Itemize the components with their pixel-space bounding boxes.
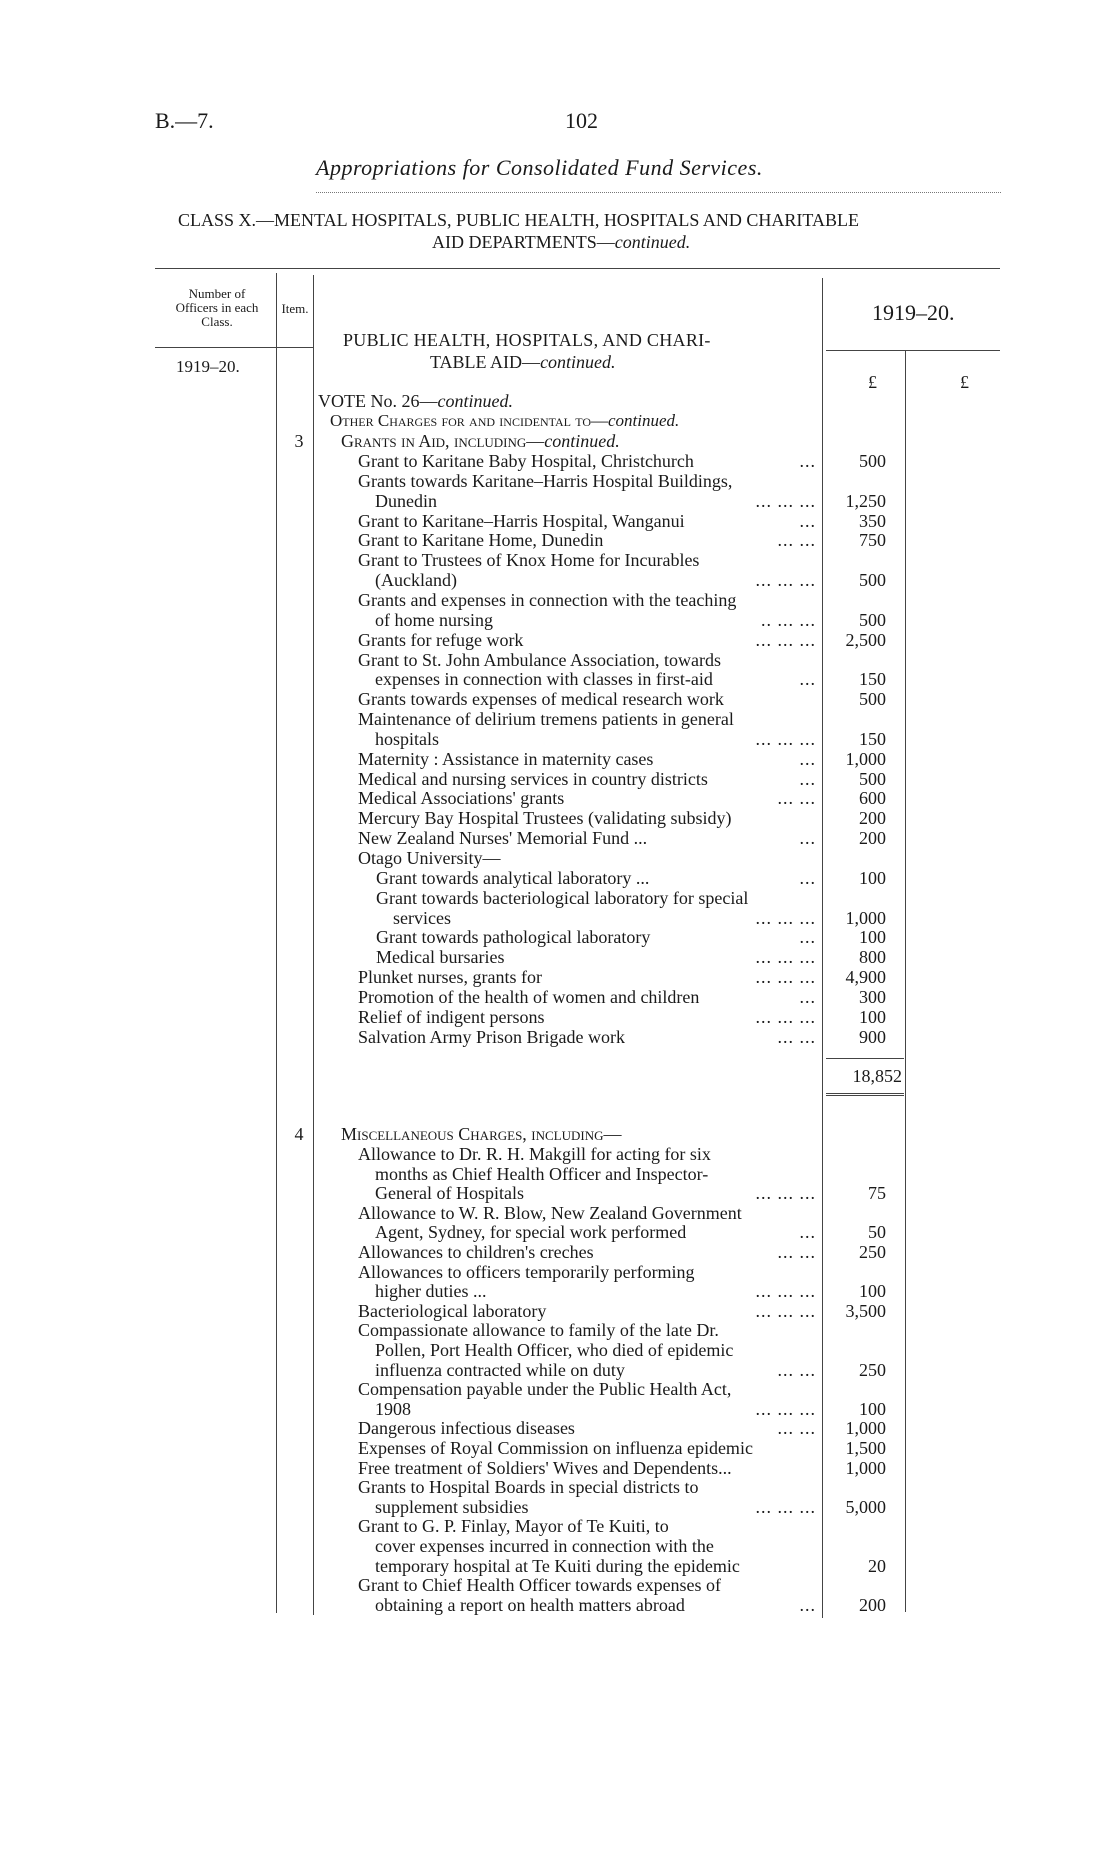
- grant-entry-leader-dots: ... ... ...: [755, 629, 816, 650]
- grant-entry-amount: 150: [859, 669, 886, 690]
- misc-entry-line: [0, 1320, 1114, 1340]
- item-column-header: Item.: [281, 301, 309, 316]
- grant-entry-leader-dots: ...: [799, 828, 816, 849]
- other-charges-heading: [330, 411, 679, 431]
- grant-entry-amount: 500: [859, 768, 886, 789]
- grant-entry-line: [0, 729, 1114, 749]
- misc-entry-line: [0, 1144, 1114, 1164]
- grant-entry-amount: 800: [859, 947, 886, 968]
- grant-entry-line: [0, 927, 1114, 947]
- misc-entry-line: [0, 1536, 1114, 1556]
- section-heading-line2: [430, 352, 616, 373]
- misc-heading-row: [0, 1124, 1114, 1144]
- grant-entry-amount: 350: [859, 510, 886, 531]
- misc-entry-line: [0, 1399, 1114, 1419]
- grant-entry-text: Salvation Army Prison Brigade work: [358, 1026, 625, 1047]
- misc-entry-line: [0, 1418, 1114, 1438]
- section-heading-line2-main: TABLE AID—: [430, 352, 541, 372]
- grant-entry-text: Medical and nursing services in country districts: [358, 768, 708, 789]
- misc-entry-leader-dots: ... ... ...: [755, 1398, 816, 1419]
- grant-entry-text: Medical bursaries: [376, 947, 505, 968]
- grant-entry-text: Grant to Karitane Baby Hospital, Christchurch: [358, 451, 694, 471]
- item-number: 4: [294, 1124, 304, 1144]
- grant-entry-amount: 500: [859, 689, 886, 710]
- grant-entry-text: of home nursing: [375, 609, 493, 630]
- misc-entry-amount: 100: [859, 1398, 886, 1419]
- misc-entry-line: [0, 1497, 1114, 1517]
- grant-entry-amount: 150: [859, 728, 886, 749]
- amount-year: 1919–20.: [872, 300, 955, 325]
- grant-entry-line: [0, 749, 1114, 769]
- grant-entry-line: [0, 669, 1114, 689]
- misc-entry-line: [0, 1438, 1114, 1458]
- grant-entry-line: [0, 590, 1114, 610]
- grant-entry-leader-dots: ...: [799, 510, 816, 531]
- page-number: 102: [565, 108, 598, 133]
- misc-entry-text: Allowance to Dr. R. H. Makgill for acting for six: [358, 1144, 711, 1164]
- misc-entry-text: Allowances to children's creches: [358, 1242, 594, 1262]
- misc-entry-amount: 20: [868, 1555, 886, 1576]
- grants-total-rule-bottom: [826, 1093, 904, 1096]
- grant-entry-line: [0, 550, 1114, 570]
- misc-entry-line: [0, 1183, 1114, 1203]
- officers-header-line: Number of: [188, 286, 246, 301]
- grant-entry-amount: 500: [859, 451, 886, 471]
- grant-entry-line: [0, 888, 1114, 908]
- misc-entry-text: Compensation payable under the Public Health Act,: [358, 1379, 732, 1400]
- misc-entry-text: Grant to G. P. Finlay, Mayor of Te Kuiti, to: [358, 1516, 669, 1537]
- grant-entry-line: [0, 570, 1114, 590]
- misc-entry-text: Grant to Chief Health Officer towards expenses of: [358, 1575, 722, 1596]
- grant-entry-line: [0, 788, 1114, 808]
- grant-entry-amount: 100: [859, 1006, 886, 1027]
- grant-entry-text: Grants towards Karitane–Harris Hospital Buildings,: [358, 470, 733, 491]
- grant-entry-leader-dots: ...: [799, 748, 816, 769]
- grant-entry-amount: 1,250: [845, 490, 886, 511]
- grant-entry-text: Medical Associations' grants: [358, 788, 565, 809]
- grant-entry-leader-dots: ... ... ...: [755, 1006, 816, 1027]
- grant-entry-text: Maternity : Assistance in maternity cases: [358, 748, 654, 769]
- misc-entry-amount: 250: [859, 1242, 886, 1262]
- grant-entry-line: [0, 511, 1114, 531]
- grant-entry-amount: 600: [859, 788, 886, 809]
- page-title: Appropriations for Consolidated Fund Services.: [316, 155, 763, 180]
- grant-entry-amount: 4,900: [845, 967, 886, 988]
- grant-entry-leader-dots: ... ...: [777, 788, 816, 809]
- misc-entry-line: [0, 1301, 1114, 1321]
- misc-entry-line: [0, 1379, 1114, 1399]
- currency-symbol-1: £: [868, 372, 877, 392]
- misc-entry-amount: 3,500: [845, 1300, 886, 1321]
- misc-entry-amount: 1,500: [845, 1438, 886, 1458]
- grant-entry-amount: 500: [859, 570, 886, 591]
- misc-entry-amount: 50: [868, 1222, 886, 1243]
- grant-entry-leader-dots: ... ... ...: [755, 570, 816, 591]
- misc-entry-line: [0, 1340, 1114, 1360]
- vote-heading-main: VOTE No. 26—: [318, 391, 438, 411]
- misc-entry-text: obtaining a report on health matters abroad: [375, 1594, 685, 1615]
- grant-entry-line: [0, 630, 1114, 650]
- amount-header-rule: [826, 350, 1000, 351]
- title-rule: [316, 192, 1001, 193]
- misc-entry-amount: 1,000: [845, 1457, 886, 1478]
- grant-entry-text: Maintenance of delirium tremens patients in general: [358, 709, 734, 730]
- grant-entry-text: services: [393, 907, 451, 928]
- other-charges-italic: continued.: [608, 411, 680, 430]
- misc-entry-text: influenza contracted while on duty: [375, 1359, 625, 1380]
- class-heading-line2: [432, 232, 690, 253]
- misc-entry-leader-dots: ... ...: [777, 1418, 816, 1439]
- grant-entry-line: [0, 610, 1114, 630]
- misc-entry-amount: 250: [859, 1359, 886, 1380]
- table-top-rule: [155, 268, 1000, 269]
- grant-entry-leader-dots: ... ... ...: [755, 728, 816, 749]
- grant-entry-line: [0, 709, 1114, 729]
- grant-entry-text: New Zealand Nurses' Memorial Fund ...: [358, 828, 648, 849]
- grant-entry-line: [0, 471, 1114, 491]
- misc-entry-text: supplement subsidies: [375, 1496, 529, 1517]
- misc-entry-text: temporary hospital at Te Kuiti during the epidemic: [375, 1555, 740, 1576]
- grant-entry-leader-dots: ... ... ...: [755, 907, 816, 928]
- misc-entry-line: [0, 1242, 1114, 1262]
- misc-entry-text: cover expenses incurred in connection with the: [375, 1536, 714, 1556]
- grant-entry-text: Promotion of the health of women and children: [358, 986, 700, 1007]
- misc-entry-text: Pollen, Port Health Officer, who died of epidemic: [375, 1340, 734, 1360]
- grant-entry-text: Grant to St. John Ambulance Association, towards: [358, 649, 721, 670]
- grant-entry-amount: 300: [859, 986, 886, 1007]
- grant-entry-leader-dots: ...: [799, 986, 816, 1007]
- misc-entry-text: Compassionate allowance to family of the late Dr.: [358, 1320, 719, 1341]
- misc-entry-text: Dangerous infectious diseases: [358, 1418, 575, 1439]
- grant-entry-amount: 900: [859, 1026, 886, 1047]
- grant-entry-line: [0, 491, 1114, 511]
- grant-entry-amount: 200: [859, 828, 886, 849]
- grant-entry-leader-dots: ...: [799, 867, 816, 888]
- misc-entry-line: [0, 1203, 1114, 1223]
- officers-year: 1919–20.: [176, 357, 240, 376]
- grant-entry-text: Grant to Karitane Home, Dunedin: [358, 530, 604, 551]
- misc-entry-line: [0, 1458, 1114, 1478]
- grant-entry-text: Grant to Karitane–Harris Hospital, Wanganui: [358, 510, 685, 531]
- grant-entry-text: Grant towards analytical laboratory ...: [376, 867, 650, 888]
- misc-entry-text: Agent, Sydney, for special work performed: [375, 1222, 687, 1243]
- other-charges-main: Other Charges for and incidental to—: [330, 411, 609, 430]
- misc-entry-text: Allowances to officers temporarily performing: [358, 1261, 695, 1282]
- misc-entry-line: [0, 1262, 1114, 1282]
- misc-entry-text: 1908: [375, 1398, 411, 1419]
- misc-entry-text: higher duties ...: [375, 1281, 487, 1302]
- misc-entry-text: Bacteriological laboratory: [358, 1300, 547, 1321]
- misc-entry-leader-dots: ... ...: [777, 1359, 816, 1380]
- misc-entry-amount: 5,000: [845, 1496, 886, 1517]
- misc-entry-amount: 200: [859, 1594, 886, 1615]
- misc-entry-leader-dots: ... ... ...: [755, 1496, 816, 1517]
- misc-entry-leader-dots: ... ...: [777, 1242, 816, 1262]
- misc-entry-leader-dots: ...: [799, 1222, 816, 1243]
- grant-entry-amount: 100: [859, 927, 886, 948]
- misc-entry-line: [0, 1477, 1114, 1497]
- grant-entry-amount: 2,500: [845, 629, 886, 650]
- grant-entry-text: Grant towards bacteriological laboratory for special: [376, 887, 749, 908]
- grant-entry-text: Grants towards expenses of medical research work: [358, 689, 724, 710]
- misc-heading-text: Miscellaneous Charges, including—: [341, 1124, 622, 1144]
- misc-entry-line: [0, 1595, 1114, 1615]
- grant-entry-leader-dots: ... ...: [777, 1026, 816, 1047]
- misc-entry-text: General of Hospitals: [375, 1183, 524, 1204]
- grant-entry-text: Grant towards pathological laboratory: [376, 927, 651, 948]
- grant-entry-text: Otago University—: [358, 848, 501, 868]
- grant-entry-line: [0, 808, 1114, 828]
- misc-entry-line: [0, 1516, 1114, 1536]
- misc-entry-amount: 100: [859, 1281, 886, 1302]
- grant-entry-amount: 100: [859, 867, 886, 888]
- grant-entry-text: expenses in connection with classes in first-aid: [375, 669, 713, 690]
- grants-heading-row: [0, 431, 1114, 451]
- grant-entry-amount: 500: [859, 609, 886, 630]
- misc-entry-text: Allowance to W. R. Blow, New Zealand Government: [358, 1202, 742, 1223]
- grant-entry-leader-dots: ... ... ...: [755, 967, 816, 988]
- misc-entry-text: Free treatment of Soldiers' Wives and Dependents...: [358, 1457, 732, 1478]
- grant-entry-amount: 1,000: [845, 907, 886, 928]
- misc-entry-line: [0, 1222, 1114, 1242]
- grant-entry-leader-dots: ...: [799, 768, 816, 789]
- grant-entry-leader-dots: .. ... ...: [761, 609, 816, 630]
- misc-entry-leader-dots: ... ... ...: [755, 1281, 816, 1302]
- grants-total-rule-top: [826, 1058, 904, 1059]
- officers-header-line: Officers in each: [175, 300, 259, 315]
- grant-entry-text: hospitals: [375, 728, 440, 749]
- grants-heading-italic: continued.: [544, 431, 620, 451]
- class-heading-line1: CLASS X.—MENTAL HOSPITALS, PUBLIC HEALTH, HOSPITALS AND CHARITABLE: [178, 210, 859, 230]
- grant-entry-text: Dunedin: [375, 490, 437, 511]
- page-reference: B.—7.: [155, 108, 214, 133]
- grant-entry-line: [0, 947, 1114, 967]
- grant-entry-leader-dots: ... ... ...: [755, 947, 816, 968]
- grant-entry-line: [0, 1007, 1114, 1027]
- officers-header-line: Class.: [201, 314, 233, 329]
- grant-entry-line: [0, 530, 1114, 550]
- misc-entry-line: [0, 1575, 1114, 1595]
- misc-entry-line: [0, 1164, 1114, 1184]
- misc-entry-leader-dots: ... ... ...: [755, 1300, 816, 1321]
- vote-heading-italic: continued.: [437, 391, 513, 411]
- grant-entry-leader-dots: ... ...: [777, 530, 816, 551]
- grant-entry-text: Grants for refuge work: [358, 629, 524, 650]
- grant-entry-line: [0, 967, 1114, 987]
- grant-entry-line: [0, 868, 1114, 888]
- grants-total: 18,852: [852, 1066, 902, 1086]
- grant-entry-text: Grants and expenses in connection with the teaching: [358, 589, 737, 610]
- grant-entry-line: [0, 769, 1114, 789]
- grant-entry-text: Relief of indigent persons: [358, 1006, 545, 1027]
- vote-heading: [318, 391, 513, 412]
- grants-heading-text: [341, 431, 620, 451]
- section-heading-line1: PUBLIC HEALTH, HOSPITALS, AND CHARI-: [343, 330, 711, 350]
- misc-entry-leader-dots: ...: [799, 1594, 816, 1615]
- grant-entry-leader-dots: ...: [799, 451, 816, 471]
- item-number: 3: [294, 431, 304, 451]
- grants-heading-main: Grants in Aid, including—: [341, 431, 545, 451]
- class-heading-line2-main: AID DEPARTMENTS—: [432, 232, 615, 252]
- grant-entry-line: [0, 1027, 1114, 1047]
- grant-entry-text: (Auckland): [375, 570, 457, 591]
- officers-column-header: [158, 287, 276, 329]
- grant-entry-leader-dots: ... ... ...: [755, 490, 816, 511]
- section-heading-line2-italic: continued.: [540, 352, 616, 372]
- misc-entry-line: [0, 1360, 1114, 1380]
- grant-entry-amount: 1,000: [845, 748, 886, 769]
- misc-entry-text: months as Chief Health Officer and Inspector-: [375, 1163, 709, 1184]
- misc-entry-leader-dots: ... ... ...: [755, 1183, 816, 1204]
- grant-entry-line: [0, 848, 1114, 868]
- grant-entry-text: Grant to Trustees of Knox Home for Incurables: [358, 550, 700, 571]
- grant-entry-line: [0, 828, 1114, 848]
- misc-entry-line: [0, 1556, 1114, 1576]
- grant-entry-line: [0, 689, 1114, 709]
- currency-symbol-2: £: [960, 372, 969, 392]
- grant-entry-leader-dots: ...: [799, 927, 816, 948]
- grant-entry-line: [0, 451, 1114, 471]
- officers-header-rule: [155, 347, 313, 348]
- class-heading-line2-italic: continued.: [614, 232, 691, 252]
- misc-entry-text: Expenses of Royal Commission on influenza epidemic: [358, 1438, 753, 1458]
- misc-entry-text: Grants to Hospital Boards in special districts to: [358, 1477, 699, 1498]
- misc-entry-line: [0, 1281, 1114, 1301]
- grant-entry-text: Mercury Bay Hospital Trustees (validating subsidy): [358, 808, 732, 829]
- misc-entry-amount: 1,000: [845, 1418, 886, 1439]
- grant-entry-line: [0, 908, 1114, 928]
- misc-entry-amount: 75: [868, 1183, 886, 1204]
- grant-entry-text: Plunket nurses, grants for: [358, 967, 542, 988]
- grant-entry-leader-dots: ...: [799, 669, 816, 690]
- grant-entry-amount: 200: [859, 808, 886, 829]
- grant-entry-line: [0, 650, 1114, 670]
- grant-entry-line: [0, 987, 1114, 1007]
- grant-entry-amount: 750: [859, 530, 886, 551]
